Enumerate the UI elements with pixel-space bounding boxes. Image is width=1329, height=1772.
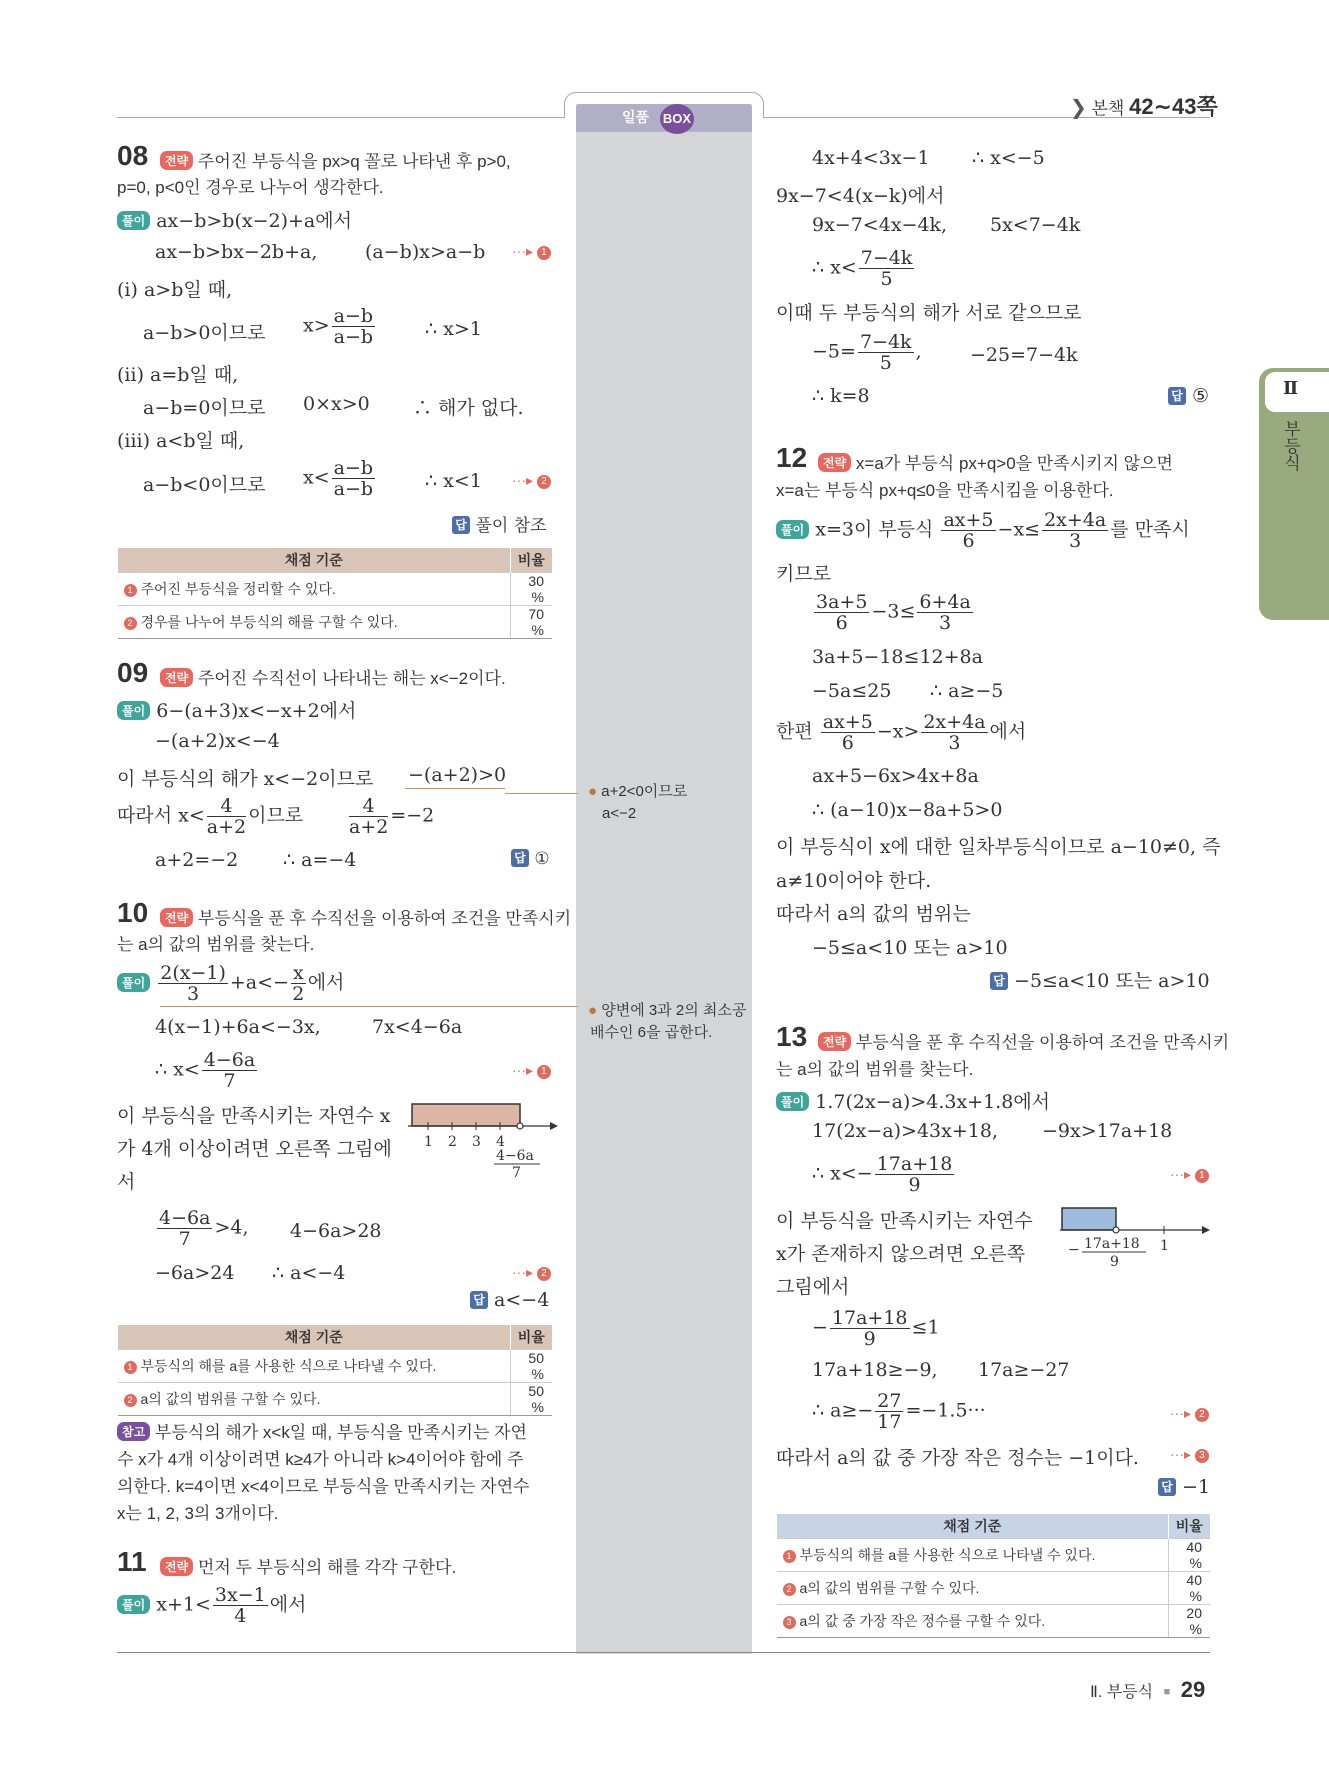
- math-line: 키므로: [776, 563, 832, 585]
- strategy-line: 전략 부등식을 푼 후 수직선을 이용하여 조건을 만족시키: [160, 904, 571, 929]
- strategy-tag: 전략: [818, 453, 851, 472]
- math-line: ∴ x< $\frac{7-4k}{5}$: [812, 247, 913, 290]
- strategy-line: 전략 주어진 부등식을 px>q 꼴로 나타낸 후 p>0,: [160, 147, 511, 172]
- math-line: $\frac{4}{a+2}$ =−2: [349, 795, 435, 838]
- grading-table: 채점 기준 비율 1 부등식의 해를 a를 사용한 식으로 나타낼 수 있다. 40 % 2 a의 값의 범위를 구할 수 있다. 40 % 3 a의 값 중 가장 작은 정수를 구할 수 있다. 20 %: [776, 1514, 1210, 1638]
- math-line: a−b>0이므로: [143, 322, 266, 344]
- solution-line: 풀이 $\frac{2(x-1)}{3}$ +a<− $\frac{x}{2}$ 에서: [117, 963, 344, 1004]
- math-line: x가 존재하지 않으려면 오른쪽: [776, 1243, 1026, 1265]
- endpoint-label-num: 4−6a: [496, 1148, 534, 1164]
- strategy-tag: 전략: [160, 1557, 193, 1576]
- math-line: (ⅰ) a>b일 때,: [117, 279, 233, 301]
- strategy-line: 는 a의 값의 범위를 찾는다.: [117, 935, 315, 954]
- math-line: (a−b)x>a−b: [365, 241, 486, 263]
- note-line: 수 x가 4개 이상이려면 k≥4가 아니라 k>4이어야 함에 주: [117, 1450, 524, 1469]
- solution-tag: 풀이: [117, 701, 150, 720]
- math-line: −5a≤25: [812, 680, 892, 702]
- step-marker: ···▸ 2: [1170, 1405, 1209, 1422]
- side-box-title: 일품: [622, 109, 650, 125]
- strategy-line: 전략 부등식을 푼 후 수직선을 이용하여 조건을 만족시키: [818, 1028, 1229, 1053]
- step-marker: ···▸ 1: [512, 243, 551, 260]
- math-line: 3a+5−18≤12+8a: [812, 646, 983, 668]
- strategy-tag: 전략: [160, 668, 193, 687]
- tick-label: 1: [1160, 1238, 1169, 1254]
- note-bullet-icon: ●: [588, 783, 598, 800]
- math-line: 따라서 x< $\frac{4}{a+2}$ 이므로: [117, 795, 304, 838]
- solution-tag: 풀이: [117, 973, 150, 992]
- strategy-line: 전략 x=a가 부등식 px+q>0을 만족시키지 않으면: [818, 449, 1173, 474]
- solution-line: 풀이 1.7(2x−a)>4.3x+1.8에서: [776, 1087, 1050, 1114]
- endpoint-label-den: 9: [1110, 1254, 1119, 1270]
- math-line: a≠10이어야 한다.: [776, 870, 932, 892]
- math-line: 그림에서: [776, 1276, 850, 1298]
- math-line: ∴ x<− $\frac{17a+18}{9}$: [812, 1153, 953, 1196]
- math-line: a+2=−2: [155, 849, 239, 871]
- math-line: 서: [117, 1171, 136, 1193]
- solution-line: 풀이 ax−b>b(x−2)+a에서: [117, 206, 352, 233]
- solution-line: 풀이 6−(a+3)x<−x+2에서: [117, 696, 356, 723]
- math-line: 따라서 a의 값 중 가장 작은 정수는 −1이다.: [776, 1447, 1139, 1469]
- math-line: −9x>17a+18: [1042, 1120, 1173, 1142]
- math-line: −25=7−4k: [970, 344, 1078, 366]
- tick-label: 2: [448, 1134, 457, 1150]
- math-line: ax+5−6x>4x+8a: [812, 765, 979, 787]
- math-line: ax−b>bx−2b+a,: [155, 241, 318, 263]
- shaded-region: [1062, 1208, 1116, 1230]
- math-line: ∴ a<−4: [272, 1262, 346, 1284]
- math-line: −(a+2)>0: [408, 764, 507, 786]
- step-marker: ···▸ 1: [512, 1062, 551, 1079]
- math-line: 9x−7<4x−4k,: [812, 214, 948, 236]
- note-leader-line: [405, 788, 505, 789]
- math-line: 7x<4−6a: [372, 1016, 463, 1038]
- strategy-tag: 전략: [818, 1032, 851, 1051]
- answer-line: 답 −1: [1158, 1476, 1210, 1498]
- header-rule-left: [117, 117, 564, 118]
- open-endpoint: [1113, 1227, 1119, 1233]
- answer-tag: 답: [1158, 1478, 1176, 1496]
- math-line: ∴ k=8: [812, 385, 870, 407]
- math-line: 한편 $\frac{ax+5}{6}$ −x> $\frac{2x+4a}{3}$ 에서: [776, 711, 1027, 754]
- math-line: 가 4개 이상이려면 오른쪽 그림에: [117, 1138, 392, 1160]
- math-line: 17a+18≥−9,: [812, 1359, 938, 1381]
- math-line: ∴ a≥−5: [930, 680, 1004, 702]
- note-leader-line: [505, 793, 578, 794]
- side-box-column: [576, 104, 752, 1654]
- number-line-figure: [1060, 1204, 1210, 1276]
- answer-tag: 답: [990, 972, 1008, 990]
- math-line: 이 부등식을 만족시키는 자연수 x: [117, 1105, 391, 1127]
- answer-tag: 답: [470, 1291, 488, 1309]
- step-marker: ···▸ 3: [1170, 1446, 1209, 1463]
- strategy-line: x=a는 부등식 px+q≤0을 만족시킴을 이용한다.: [776, 481, 1114, 500]
- answer-line: 답 a<−4: [470, 1289, 549, 1311]
- open-endpoint: [517, 1123, 523, 1129]
- math-line: −5≤a<10 또는 a>10: [812, 937, 1008, 959]
- endpoint-label-minus: −: [1068, 1242, 1080, 1258]
- tick-label: 1: [424, 1134, 433, 1150]
- math-line: 0×x>0: [303, 393, 370, 415]
- strategy-line: 는 a의 값의 범위를 찾는다.: [776, 1060, 974, 1079]
- math-line: − $\frac{17a+18}{9}$ ≤1: [812, 1307, 940, 1350]
- endpoint-label-num: 17a+18: [1084, 1236, 1140, 1252]
- math-line: −(a+2)x<−4: [155, 730, 280, 752]
- step-marker: ···▸ 2: [512, 472, 551, 489]
- math-line: x< $\frac{a-b}{a-b}$: [303, 457, 374, 500]
- step-marker: ···▸ 1: [1170, 1166, 1209, 1183]
- solution-line: 풀이 x+1< $\frac{3x-1}{4}$ 에서: [117, 1585, 306, 1626]
- math-line: x> $\frac{a-b}{a-b}$: [303, 305, 374, 348]
- strategy-tag: 전략: [160, 908, 193, 927]
- math-line: 17a≥−27: [978, 1359, 1070, 1381]
- answer-tag: 답: [511, 849, 529, 867]
- math-line: −5= $\frac{7-4k}{5}$ ,: [812, 331, 922, 374]
- chevron-right-icon: ❯: [1070, 97, 1087, 119]
- answer-line: 답 풀이 참조: [452, 511, 547, 536]
- math-line: ∴ x<−5: [972, 147, 1045, 169]
- problem-number: 11: [117, 1546, 147, 1577]
- note-line: 참고 부등식의 해가 x<k일 때, 부등식을 만족시키는 자연: [117, 1418, 527, 1443]
- math-line: (ⅱ) a=b일 때,: [117, 364, 239, 386]
- math-line: 17(2x−a)>43x+18,: [812, 1120, 999, 1142]
- answer-line: 답 ①: [511, 849, 550, 869]
- grading-table: 채점 기준 비율 1 주어진 부등식을 정리할 수 있다. 30 % 2 경우를 나누어 부등식의 해를 구할 수 있다. 70 %: [117, 548, 552, 639]
- math-line: 4x+4<3x−1: [812, 147, 930, 169]
- problem-number: 09: [117, 657, 149, 688]
- step-marker: ···▸ 2: [512, 1264, 551, 1281]
- math-line: a−b<0이므로: [143, 474, 266, 496]
- page-reference: [1070, 90, 1218, 121]
- math-line: $\frac{3a+5}{6}$ −3≤ $\frac{6+4a}{3}$: [816, 591, 971, 634]
- math-line: ∴ x< $\frac{4-6a}{7}$: [155, 1049, 256, 1092]
- math-line: 이 부등식의 해가 x<−2이므로: [117, 768, 374, 790]
- solution-tag: 풀이: [117, 211, 150, 230]
- math-line: 4(x−1)+6a<−3x,: [155, 1016, 321, 1038]
- strategy-line: p=0, p<0인 경우로 나누어 생각한다.: [117, 178, 384, 197]
- problem-number: 13: [776, 1021, 808, 1052]
- footer-chapter: Ⅱ. 부등식: [1090, 1684, 1154, 1701]
- math-line: 이 부등식이 x에 대한 일차부등식이므로 a−10≠0, 즉: [776, 836, 1221, 858]
- math-line: 4−6a>28: [290, 1220, 382, 1242]
- answer-tag: 답: [1168, 387, 1186, 405]
- note-tag: 참고: [117, 1422, 150, 1441]
- side-note: ● a+2<0이므로 a<−2: [588, 783, 688, 822]
- grading-table: 채점 기준 비율 1 부등식의 해를 a를 사용한 식으로 나타낼 수 있다. 50 % 2 a의 값의 범위를 구할 수 있다. 50 %: [117, 1325, 552, 1416]
- solution-tag: 풀이: [776, 520, 809, 539]
- math-line: ∴ 해가 없다.: [413, 397, 524, 419]
- math-line: ∴ a≥− $\frac{27}{17}$ =−1.5···: [812, 1390, 986, 1433]
- tick-label: 3: [472, 1134, 481, 1150]
- page-ref-prefix: 본책: [1091, 99, 1125, 118]
- problem-number: 12: [776, 442, 808, 473]
- math-line: 따라서 a의 값의 범위는: [776, 903, 971, 925]
- solution-tag: 풀이: [117, 1595, 150, 1614]
- math-line: ∴ a=−4: [283, 849, 357, 871]
- math-line: ∴ x<1: [425, 470, 482, 492]
- footer-rule: [117, 1652, 1210, 1653]
- strategy-line: 전략 주어진 수직선이 나타내는 해는 x<−2이다.: [160, 664, 506, 689]
- side-note: ● 양변에 3과 2의 최소공 배수인 6을 곱한다.: [588, 1002, 747, 1041]
- answer-line: 답 −5≤a<10 또는 a>10: [990, 966, 1210, 993]
- math-line: 5x<7−4k: [990, 214, 1081, 236]
- note-leader-line: [160, 1006, 578, 1007]
- math-line: 이 부등식을 만족시키는 자연수: [776, 1210, 1033, 1232]
- side-box-badge: BOX: [660, 104, 694, 134]
- chapter-number: Ⅱ: [1283, 378, 1299, 399]
- number-line-figure: [408, 1098, 558, 1178]
- page-ref-pages: 42∼43쪽: [1129, 94, 1218, 119]
- note-line: x는 1, 2, 3의 3개이다.: [117, 1504, 279, 1523]
- strategy-tag: 전략: [160, 151, 193, 170]
- math-line: $\frac{4-6a}{7}$ >4,: [159, 1207, 249, 1250]
- arrow-head-icon: [550, 1122, 558, 1130]
- math-line: 9x−7<4(x−k)에서: [776, 185, 945, 207]
- math-line: ∴ x>1: [425, 318, 482, 340]
- solution-tag: 풀이: [776, 1092, 809, 1111]
- problem-number: 08: [117, 140, 149, 171]
- page-number: 29: [1180, 1677, 1206, 1702]
- answer-line: 답 ⑤: [1168, 385, 1209, 407]
- chapter-label: 부등식: [1281, 420, 1300, 471]
- arrow-head-icon: [1202, 1226, 1210, 1234]
- math-line: −6a>24: [155, 1262, 235, 1284]
- solution-line: 풀이 x=3이 부등식 $\frac{ax+5}{6}$ −x≤ $\frac{2x+4a}{3}$ 를 만족시: [776, 510, 1190, 551]
- problem-number: 10: [117, 897, 149, 928]
- math-line: (ⅲ) a<b일 때,: [117, 430, 245, 452]
- square-bullet-icon: ■: [1163, 1686, 1171, 1698]
- note-bullet-icon: ●: [588, 1002, 598, 1019]
- math-line: a−b=0이므로: [143, 397, 266, 419]
- math-line: ∴ (a−10)x−8a+5>0: [812, 799, 1003, 821]
- footer: [1090, 1677, 1205, 1703]
- math-line: 이때 두 부등식의 해가 서로 같으므로: [776, 302, 1082, 324]
- note-line: 의한다. k=4이면 x<4이므로 부등식을 만족시키는 자연수: [117, 1477, 530, 1496]
- answer-tag: 답: [452, 516, 470, 534]
- strategy-line: 전략 먼저 두 부등식의 해를 각각 구한다.: [160, 1553, 456, 1578]
- endpoint-label-den: 7: [512, 1165, 521, 1178]
- tick-label: 4: [496, 1134, 505, 1150]
